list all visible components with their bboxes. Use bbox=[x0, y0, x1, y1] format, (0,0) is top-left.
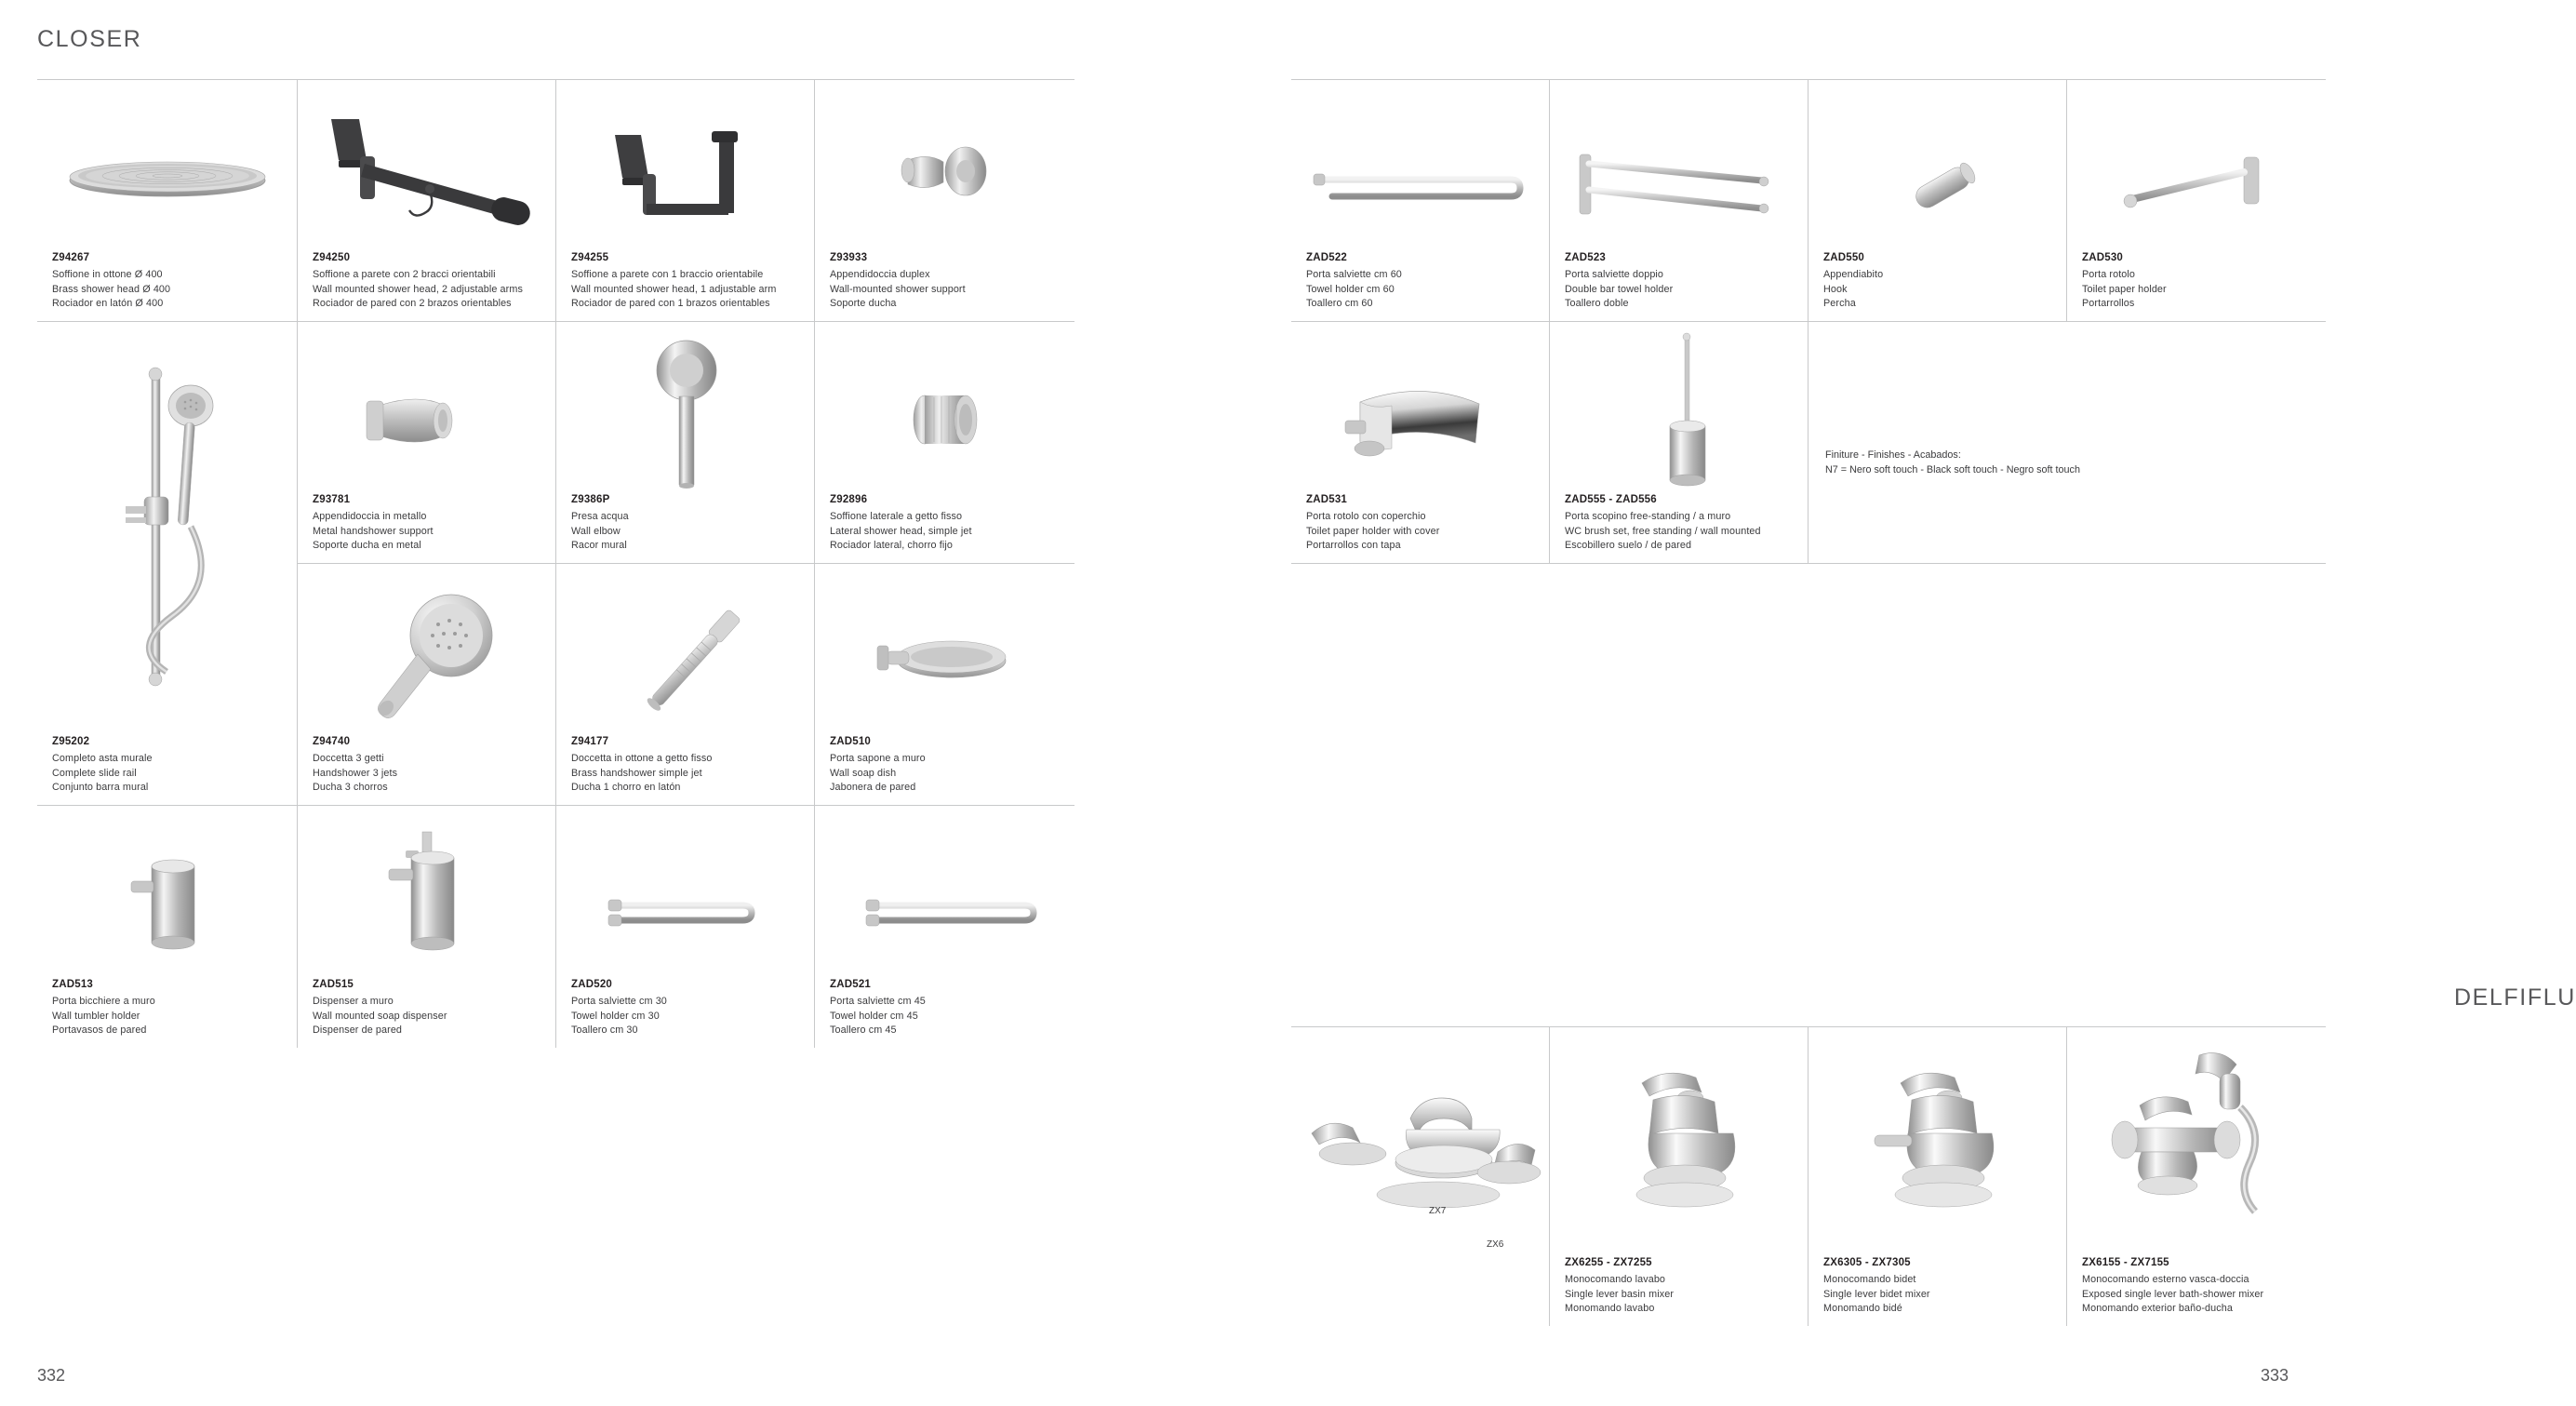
product-image bbox=[556, 806, 814, 975]
product-desc: Porta salviette cm 30 Towel holder cm 30 Toallero cm 30 bbox=[571, 996, 667, 1037]
product-image bbox=[1809, 1027, 2066, 1253]
finishes-note: Finiture - Finishes - Acabados: N7 = Nero soft touch - Black soft touch - Negro soft touch bbox=[1825, 449, 2080, 475]
product-image bbox=[556, 564, 814, 732]
product-desc: Porta salviette doppio Double bar towel holder Toallero doble bbox=[1565, 269, 1674, 310]
product-code: ZX6155 - ZX7155 bbox=[2082, 1257, 2169, 1269]
product-cell[interactable] bbox=[556, 322, 815, 564]
product-image bbox=[37, 806, 297, 975]
product-code: Z94177 bbox=[571, 736, 609, 748]
product-image bbox=[2067, 80, 2326, 248]
product-desc: Dispenser a muro Wall mounted soap dispenser Dispenser de pared bbox=[313, 996, 447, 1037]
product-code: ZAD530 bbox=[2082, 252, 2124, 264]
product-caption bbox=[830, 734, 1067, 796]
delfiflu-grid bbox=[1291, 1026, 2326, 1326]
product-cell[interactable] bbox=[298, 806, 556, 1048]
product-cell[interactable] bbox=[298, 564, 556, 806]
product-image bbox=[37, 322, 297, 732]
basin-mixer-icon bbox=[1601, 1055, 1768, 1223]
product-caption bbox=[571, 250, 807, 312]
product-image bbox=[298, 80, 555, 248]
product-code: ZAD555 - ZAD556 bbox=[1565, 494, 1657, 506]
mixer-label-zx6: ZX6 bbox=[1487, 1239, 1504, 1250]
right-page bbox=[1163, 0, 2576, 1406]
product-desc: Porta salviette cm 60 Towel holder cm 60 Toallero cm 60 bbox=[1306, 269, 1402, 310]
handshower-3jets-icon bbox=[340, 587, 526, 736]
product-caption bbox=[313, 734, 548, 796]
product-cell[interactable] bbox=[298, 80, 556, 322]
page-number-left: 332 bbox=[37, 1366, 66, 1385]
product-code: ZAD515 bbox=[313, 979, 354, 991]
product-code: ZAD520 bbox=[571, 979, 613, 991]
product-cell[interactable] bbox=[556, 564, 815, 806]
towel-holder-45-icon bbox=[838, 885, 1061, 941]
product-image bbox=[815, 80, 1074, 248]
product-code: Z94740 bbox=[313, 736, 351, 748]
product-caption bbox=[571, 492, 807, 554]
product-code: ZAD531 bbox=[1306, 494, 1348, 506]
toilet-paper-holder-cover-icon bbox=[1328, 368, 1515, 489]
hook-icon bbox=[1888, 150, 1999, 224]
double-bar-towel-holder-icon bbox=[1563, 136, 1795, 238]
product-image bbox=[815, 806, 1074, 975]
soap-dish-icon bbox=[866, 620, 1034, 713]
soap-dispenser-icon bbox=[381, 824, 493, 973]
product-image bbox=[298, 806, 555, 975]
product-caption bbox=[1565, 250, 1800, 312]
towel-holder-30-icon bbox=[584, 885, 789, 941]
product-code: ZAD521 bbox=[830, 979, 872, 991]
product-desc: Soffione a parete con 2 bracci orientabili Wall mounted shower head, 2 adjustable arms Rociador de pared con 2 brazos orientables bbox=[313, 269, 523, 310]
slide-rail-icon bbox=[88, 341, 265, 713]
product-image bbox=[1291, 80, 1549, 248]
product-caption bbox=[830, 250, 1067, 312]
product-cell[interactable] bbox=[2067, 1027, 2326, 1326]
product-cell[interactable] bbox=[556, 80, 815, 322]
product-cell[interactable] bbox=[298, 322, 556, 564]
product-desc: Porta salviette cm 45 Towel holder cm 45 Toallero cm 45 bbox=[830, 996, 926, 1037]
product-code: Z95202 bbox=[52, 736, 90, 748]
product-caption bbox=[1306, 250, 1542, 312]
product-caption bbox=[313, 492, 548, 554]
brass-handshower-icon bbox=[598, 592, 784, 731]
tumbler-holder-icon bbox=[126, 848, 228, 969]
product-cell[interactable] bbox=[815, 564, 1074, 806]
product-desc: Porta bicchiere a muro Wall tumbler holder Portavasos de pared bbox=[52, 996, 155, 1037]
product-desc: Doccetta in ottone a getto fisso Brass handshower simple jet Ducha 1 chorro en latón bbox=[571, 753, 713, 794]
metal-handshower-support-icon bbox=[354, 373, 512, 466]
product-code: ZAD513 bbox=[52, 979, 94, 991]
product-desc: Soffione in ottone Ø 400 Brass shower head Ø 400 Rociador en latón Ø 400 bbox=[52, 269, 171, 310]
product-image bbox=[1291, 1027, 1549, 1326]
product-caption bbox=[1565, 492, 1800, 554]
product-desc: Appendidoccia duplex Wall-mounted shower support Soporte ducha bbox=[830, 269, 966, 310]
section-title-closer: CLOSER bbox=[37, 26, 142, 52]
product-code: ZAD550 bbox=[1823, 252, 1865, 264]
product-desc: Presa acqua Wall elbow Racor mural bbox=[571, 511, 629, 552]
wall-elbow-icon bbox=[607, 331, 766, 499]
product-cell[interactable] bbox=[1550, 1027, 1809, 1326]
three-hole-basin-mixer-icon bbox=[1299, 1055, 1541, 1241]
product-image bbox=[556, 322, 814, 490]
product-cell[interactable] bbox=[1550, 322, 1809, 564]
wall-shower-one-arm-icon bbox=[598, 113, 784, 234]
wall-shower-two-arms-icon bbox=[318, 99, 541, 238]
section-title-delfiflu: DELFIFLU bbox=[2454, 984, 2576, 1011]
product-cell[interactable] bbox=[2067, 80, 2326, 322]
mixer-label-zx7: ZX7 bbox=[1429, 1206, 1447, 1216]
wc-brush-icon bbox=[1638, 331, 1741, 499]
product-caption bbox=[1565, 1255, 1800, 1317]
page-number-right: 333 bbox=[2260, 1366, 2289, 1385]
product-cell[interactable] bbox=[37, 80, 298, 322]
product-image bbox=[1291, 322, 1549, 490]
product-code: Z94255 bbox=[571, 252, 609, 264]
product-image bbox=[815, 322, 1074, 490]
product-cell[interactable] bbox=[815, 80, 1074, 322]
product-image bbox=[1809, 80, 2066, 248]
product-code: ZAD522 bbox=[1306, 252, 1348, 264]
product-caption bbox=[2082, 250, 2318, 312]
product-image bbox=[1550, 322, 1808, 490]
product-cell[interactable] bbox=[815, 322, 1074, 564]
product-code: Z94267 bbox=[52, 252, 90, 264]
product-cell[interactable] bbox=[1291, 80, 1550, 322]
product-caption bbox=[52, 250, 289, 312]
shower-support-duplex-icon bbox=[880, 127, 1020, 220]
towel-holder-60-icon bbox=[1304, 159, 1537, 224]
product-image bbox=[815, 564, 1074, 732]
product-caption bbox=[571, 977, 807, 1038]
product-cell[interactable] bbox=[37, 322, 298, 806]
product-cell[interactable] bbox=[1291, 322, 1550, 564]
bidet-mixer-icon bbox=[1860, 1055, 2027, 1223]
product-image bbox=[298, 322, 555, 490]
product-desc: Monocomando esterno vasca-doccia Exposed single lever bath-shower mixer Monomando exterior baño-ducha bbox=[2082, 1274, 2264, 1315]
product-caption bbox=[313, 250, 548, 312]
product-image bbox=[1550, 80, 1808, 248]
product-desc: Porta rotolo con coperchio Toilet paper holder with cover Portarrollos con tapa bbox=[1306, 511, 1440, 552]
product-code: Z9386P bbox=[571, 494, 610, 506]
bath-shower-mixer-icon bbox=[2080, 1046, 2313, 1223]
lateral-jet-icon bbox=[880, 373, 1020, 466]
product-code: Z94250 bbox=[313, 252, 351, 264]
product-caption bbox=[1306, 492, 1542, 554]
product-desc: Monocomando lavabo Single lever basin mixer Monomando lavabo bbox=[1565, 1274, 1675, 1315]
left-product-grid bbox=[37, 79, 1074, 1048]
product-desc: Soffione laterale a getto fisso Lateral shower head, simple jet Rociador lateral, chorro fijo bbox=[830, 511, 972, 552]
toilet-paper-holder-icon bbox=[2104, 141, 2300, 234]
right-product-grid bbox=[1291, 79, 2326, 564]
product-image bbox=[298, 564, 555, 732]
product-desc: Porta rotolo Toilet paper holder Portarrollos bbox=[2082, 269, 2167, 310]
product-image bbox=[1550, 1027, 1808, 1253]
product-caption bbox=[1823, 1255, 2059, 1317]
product-desc: Soffione a parete con 1 braccio orientabile Wall mounted shower head, 1 adjustable arm Rociador de pared con 1 brazos orientables bbox=[571, 269, 777, 310]
product-code: Z93933 bbox=[830, 252, 868, 264]
product-desc: Completo asta murale Complete slide rail Conjunto barra mural bbox=[52, 753, 153, 794]
product-cell[interactable] bbox=[1550, 80, 1809, 322]
product-desc: Porta scopino free-standing / a muro WC brush set, free standing / wall mounted Escobillero suelo / de pared bbox=[1565, 511, 1761, 552]
product-image bbox=[556, 80, 814, 248]
product-desc: Appendiabito Hook Percha bbox=[1823, 269, 1884, 310]
product-image bbox=[2067, 1027, 2326, 1253]
product-cell[interactable] bbox=[1291, 1027, 1550, 1326]
product-desc: Porta sapone a muro Wall soap dish Jabonera de pared bbox=[830, 753, 926, 794]
product-caption bbox=[52, 977, 289, 1038]
product-cell[interactable] bbox=[1809, 1027, 2067, 1326]
product-cell[interactable] bbox=[37, 806, 298, 1048]
product-desc: Monocomando bidet Single lever bidet mixer Monomando bidé bbox=[1823, 1274, 1930, 1315]
product-cell[interactable] bbox=[1809, 80, 2067, 322]
product-code: ZAD510 bbox=[830, 736, 872, 748]
product-caption bbox=[1823, 250, 2059, 312]
product-caption bbox=[52, 734, 289, 796]
finishes-note-cell bbox=[1809, 322, 2326, 564]
left-page bbox=[0, 0, 1163, 1406]
product-code: ZX6255 - ZX7255 bbox=[1565, 1257, 1652, 1269]
product-code: ZAD523 bbox=[1565, 252, 1607, 264]
product-image bbox=[37, 80, 297, 248]
product-caption bbox=[571, 734, 807, 796]
product-code: Z92896 bbox=[830, 494, 868, 506]
product-caption bbox=[2082, 1255, 2318, 1317]
product-caption bbox=[830, 492, 1067, 554]
product-desc: Doccetta 3 getti Handshower 3 jets Ducha 3 chorros bbox=[313, 753, 398, 794]
product-code: Z93781 bbox=[313, 494, 351, 506]
round-shower-head-icon bbox=[65, 145, 270, 220]
product-code: ZX6305 - ZX7305 bbox=[1823, 1257, 1911, 1269]
product-desc: Appendidoccia in metallo Metal handshower support Soporte ducha en metal bbox=[313, 511, 434, 552]
product-caption bbox=[830, 977, 1067, 1038]
product-caption bbox=[313, 977, 548, 1038]
product-cell[interactable] bbox=[556, 806, 815, 1048]
product-cell[interactable] bbox=[815, 806, 1074, 1048]
